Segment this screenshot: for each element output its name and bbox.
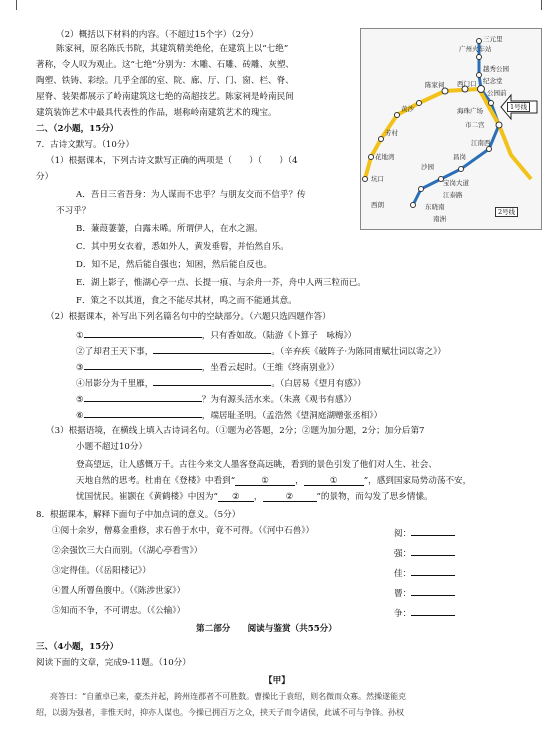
q8-item-4-answer [394,586,455,600]
station-huadiwan: 花地湾 [375,153,395,161]
q8-word-1: 阅： [394,529,412,539]
q2-line-2: 著称，令人叹为观止。这“七绝”分别为：木雕、石雕、砖雕、灰塑、 [36,60,295,70]
q8-word-2: 强： [394,549,412,559]
fill-3 [76,360,339,374]
p3-comma: ， [295,476,304,486]
q8-word-3: 佳： [394,569,412,579]
fill-2-blank[interactable] [153,344,271,354]
station-jiangtai-road: 江泰路 [443,191,463,199]
q8-word-5: 争： [394,609,412,619]
p3-blank-2a[interactable] [218,492,254,502]
station-huangsha: 黄沙 [401,105,414,113]
fill-5-num: ⑤ [76,395,84,405]
q2-line-3: 陶塑、铁铸、彩绘。几乎全部的室、院、廊、厅、门、窗、栏、脊、 [36,76,294,86]
q8-item-3-answer [394,566,455,580]
fill-4-num: ④吊影分为千里雁， [76,379,154,389]
station-dongxiaonan: 东晓南 [425,203,445,211]
p3-mark-1a: ① [261,476,269,486]
q2-line-5: 建筑装饰艺术中最具代表性的作品，堪称岭南建筑艺术的瑰宝。 [36,108,277,118]
q7-part3-line-1: 登高望远，让人感慨万千。古往今来文人墨客登高远眺，看到的景色引发了他们对人生、社会、 [76,460,437,470]
line2-label: 2号线 [495,207,518,217]
q8-item-5-answer [394,606,455,620]
crop-mark-top-right [541,0,542,10]
fill-1 [76,328,356,342]
q7-option-d: D．知不足，然后能自强也；知困，然后能自反也。 [76,260,272,270]
q7-option-f: F．策之不以其道，食之不能尽其材，鸣之而不能通其意。 [76,296,297,306]
p3-seg-4: ， [253,492,263,502]
fill-3-text: ，坐看云起时。（王维《终南别业》） [201,363,340,373]
station-memorial-hall: 纪念堂 [483,77,503,85]
q2-line-4: 屋脊、装架都展示了岭南建筑这七绝的高超技艺。陈家祠是岭南民间 [36,92,294,102]
p3-seg-3: 忧国忧民。崔颢在《黄鹤楼》中因为“ [76,492,218,502]
q8-blank-5[interactable] [411,606,455,616]
q7-option-b: B．蒹葭萋萋，白露未晞。所谓伊人，在水之湄。 [76,224,263,234]
reading-intro: 阅读下面的文章，完成9-11题。（10分） [36,658,191,668]
part2-heading: 第二部分 阅读与鉴赏（共55分） [196,624,337,634]
q7-part3-line-2 [76,476,471,487]
fill-1-blank[interactable] [84,328,202,338]
q8-title: 8．根据课本，解释下面句子中加点词的意义。（5分） [36,510,241,520]
q8-word-4: 罾： [394,589,412,599]
station-shayuan: 沙园 [421,163,434,171]
q8-blank-4[interactable] [411,586,455,596]
station-jiangnanxi: 江南西 [471,139,491,147]
station-fangcun: 芳村 [385,129,398,137]
station-yuexiu-park: 越秀公园 [483,65,509,73]
p3-mark-2a: ② [232,492,240,502]
fill-6-text: ，端居耻圣明。（孟浩然《望洞庭湖赠张丞相》） [201,411,383,421]
line1-label: 1号线 [507,102,530,112]
section-2-heading: 二、（2小题，15分） [36,124,119,134]
fill-6-blank[interactable] [84,408,202,418]
q7-part1-tail: 分） [36,172,54,182]
q8-blank-2[interactable] [411,546,455,556]
p3-blank-2b[interactable] [263,492,317,502]
p3-seg-2: ”，感到国家局势动荡不安， [363,476,472,486]
q7-part3-title: （3）根据语境，在横线上填入古诗词名句。（①题为必答题，2分；②题为加分题，2分；加分后第7 [46,426,425,436]
q8-blank-1[interactable] [411,526,455,536]
fill-5 [76,392,356,406]
station-haizhu-square: 海珠广场 [457,107,483,115]
p3-seg-1: 天地自然的思考。杜甫在《登楼》中看到“ [76,476,236,486]
q2-line-1: 陈家祠，原名陈氏书院，其建筑精美绝伦，在建筑上以“七绝” [56,44,289,54]
p3-blank-1b[interactable] [304,476,364,486]
fill-1-text: ，只有香如故。（陆游《卜算子 咏梅》） [201,331,357,341]
fill-6-num: ⑥ [76,411,84,421]
q8-item-3: ③定得佳。（《岳阳楼记》） [52,566,151,576]
station-kengkou: 坑口 [371,175,384,183]
fill-6 [76,408,382,422]
q7-part3-line-3 [76,492,433,503]
section-3-heading: 三、（4小题，15分） [36,642,119,652]
q7-title: 7．古诗文默写。（10分） [36,140,135,150]
q8-blank-3[interactable] [411,566,455,576]
q7-option-a: A．吾日三省吾身：为人谋而不忠乎？与朋友交而不信乎？传 [76,190,306,200]
q7-part1-title: （1）根据课本，下列古诗文默写正确的两项是（ ）（ ）（4 [46,156,298,166]
station-gongyuanqian: 公园前 [487,89,507,97]
q2-title: （2）概括以下材料的内容。（不超过15个字）（2分） [56,30,259,40]
q8-item-2: ②余强饮三大白而别。（《湖心亭看雪》） [52,546,203,556]
station-sanyuanli: 三元里 [483,35,503,43]
station-baogang-avenue: 宝岗大道 [443,179,469,187]
p3-mark-1b: ① [329,476,338,486]
fill-3-blank[interactable] [84,360,202,370]
station-changgang: 昌岗 [453,153,466,161]
p3-blank-1a[interactable] [235,476,295,486]
station-xilang: 西朗 [371,201,384,209]
crop-mark-top-left [16,0,17,10]
fill-4 [76,376,366,390]
station-nanzhou: 南洲 [433,215,446,223]
passage-line-2: 绍，以弱为强者，非惟天时，抑亦人谋也。今操已拥百万之众，挟天子而令诸侯，此诚不可与争锋。孙权 [36,708,404,717]
fill-2-num: ②了却君王天下事， [76,347,154,357]
fill-2 [76,344,446,358]
q8-item-2-answer [394,546,455,560]
fill-4-blank[interactable] [153,376,271,386]
q8-item-5: ⑤知而不争，不可谓忠。（《公输》） [52,606,186,616]
station-shiergong: 市二宫 [465,121,485,129]
fill-3-num: ③ [76,363,84,373]
station-guangzhou-railway: 广州火车站 [459,45,492,53]
q7-option-e: E．湖上影子，惟湖心亭一点、长提一痕、与余舟一芥，舟中人两三粒而已。 [76,278,366,288]
station-ximenkou: 西门口 [457,80,477,88]
passage-jia-label: 【甲】 [264,676,290,686]
q8-item-1: ①阅十余岁，僧募金重修，求石兽于水中，竟不可得。（《河中石兽》） [52,526,315,536]
fill-4-text: 。（白居易《望月有感》） [271,379,366,389]
fill-1-num: ① [76,331,84,341]
q7-part3-tail: 小题不超过10分） [76,442,148,452]
q7-option-a-cont: 不习乎？ [56,206,91,216]
q7-part2-title: （2）根据课本，补写出下列名篇名句中的空缺部分。（六题只选四题作答） [46,312,331,322]
station-chenjiaci: 陈家祠 [425,81,445,89]
fill-5-blank[interactable] [84,392,202,402]
metro-map [360,28,542,230]
fill-2-text: 。（辛弃疾《破阵子·为陈同甫赋壮词以寄之》） [271,347,446,357]
q8-item-4: ④置人所罾鱼腹中。（《陈涉世家》） [52,586,186,596]
q7-option-c: C．其中男女衣着，悉如外人，黄发垂髫，并怡然自乐。 [76,242,289,252]
passage-line-1: 亮答曰：“自董卓已来，豪杰并起，跨州连郡者不可胜数。曹操比于袁绍，则名微而众寡。然操遂能克 [50,692,407,701]
p3-mark-2b: ② [285,492,294,502]
p3-seg-5: ”的景物，而勾发了思乡情愫。 [316,492,433,502]
q8-item-1-answer [394,526,455,540]
fill-5-text: ？为有源头活水来。（朱熹《观书有感》） [201,395,357,405]
